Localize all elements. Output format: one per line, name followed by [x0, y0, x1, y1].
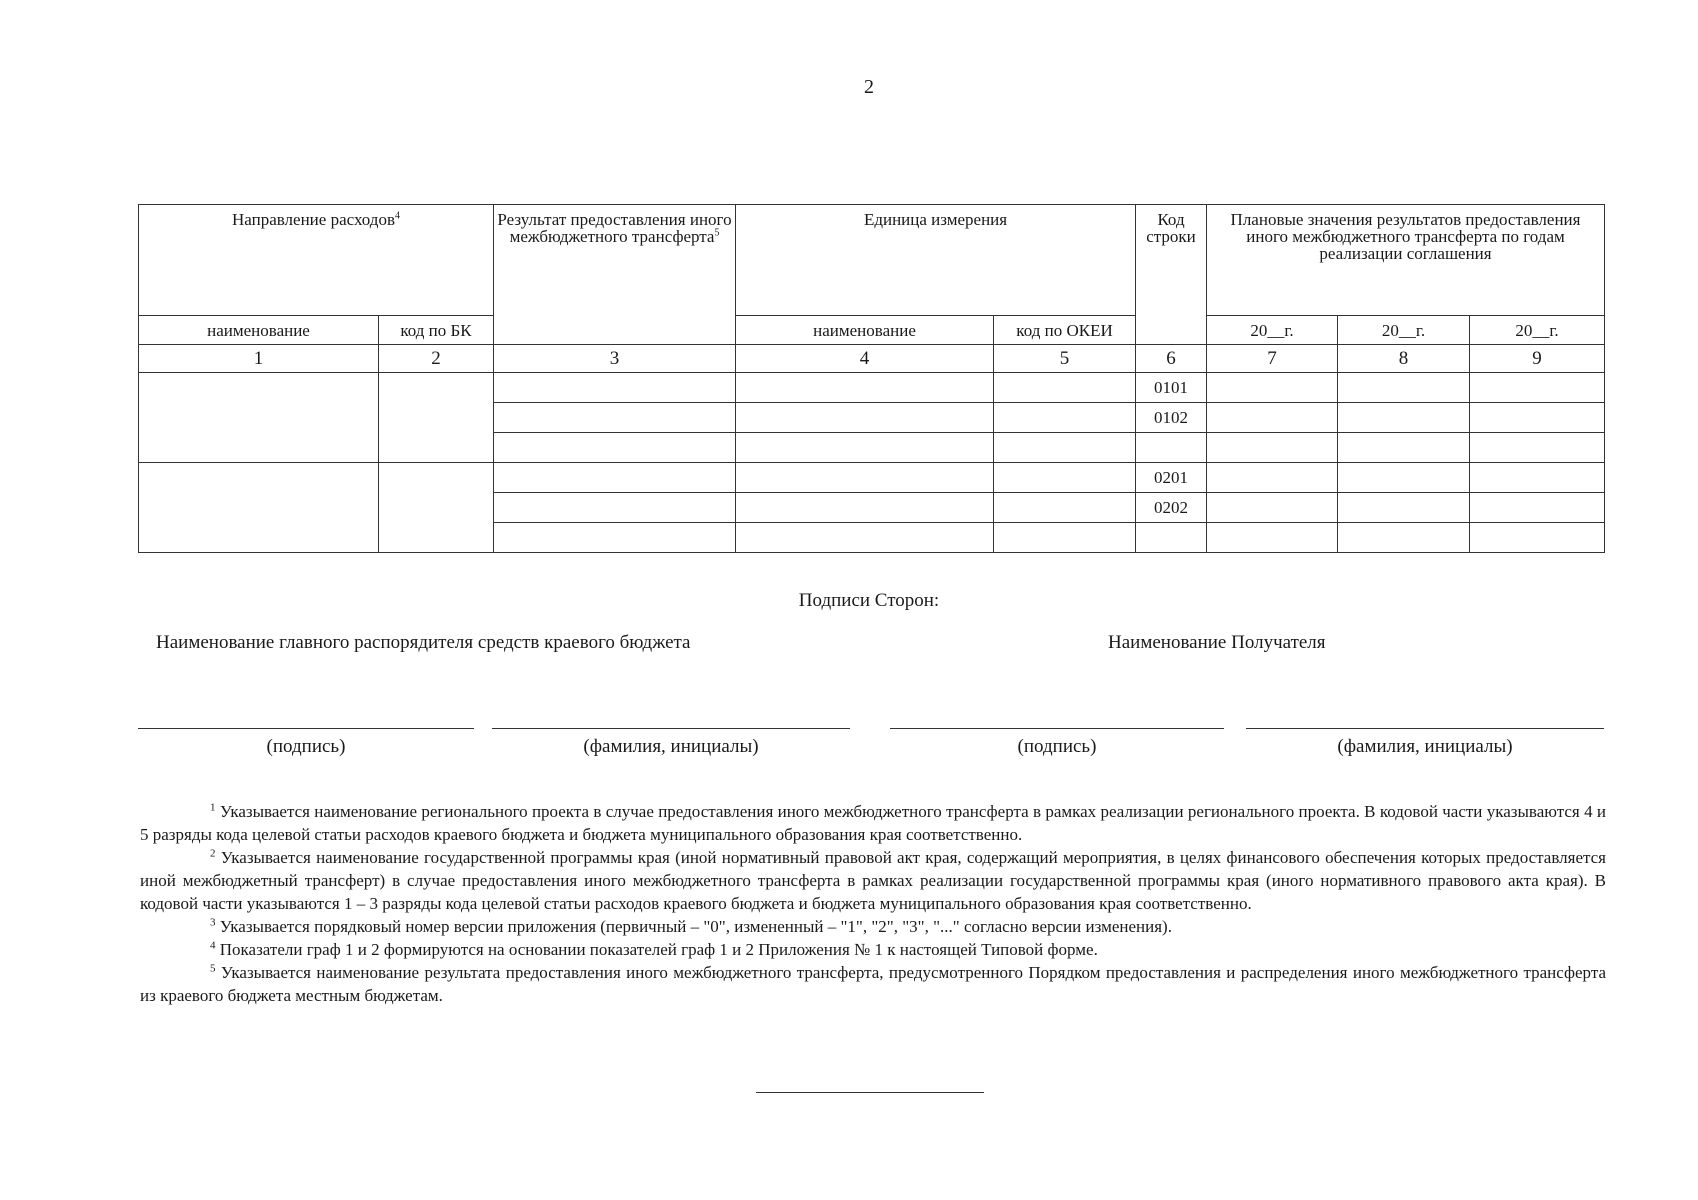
footnote-mark: 4 [395, 210, 400, 222]
header-result: Результат предоставления иного межбюджетного трансферта$^5$ [494, 205, 736, 345]
okei-code-cell [994, 373, 1136, 403]
unit-name-cell [736, 523, 994, 553]
okei-code-cell [994, 463, 1136, 493]
footnote-mark: 3 [210, 916, 216, 929]
year-value-cell [1338, 403, 1470, 433]
footnotes [140, 800, 1606, 1007]
footnote-mark: 5 [210, 962, 216, 975]
footnote [140, 938, 1606, 961]
subheader-year-2: 20__г. [1338, 316, 1470, 345]
year-value-cell [1470, 463, 1605, 493]
page-number: 2 [864, 76, 874, 98]
footnote-mark: 1 [210, 801, 216, 814]
name-line [492, 728, 850, 729]
column-number: 4 [736, 345, 994, 373]
subheader-unit-name: наименование [736, 316, 994, 345]
year-value-cell [1470, 403, 1605, 433]
year-value-cell [1338, 433, 1470, 463]
planned-values-table [138, 204, 1605, 553]
bk-code-cell [379, 373, 494, 463]
signature-caption: (подпись) [1017, 736, 1097, 757]
footnote-text: Указывается порядковый номер версии приложения (первичный – "0", измененный – "1", "2", "3", "..." согласно версии изменения). [219, 917, 1172, 936]
result-cell [494, 463, 736, 493]
result-cell [494, 373, 736, 403]
line-code-cell: 0101 [1136, 373, 1207, 403]
subheader-name: наименование [139, 316, 379, 345]
result-cell [494, 433, 736, 463]
unit-name-cell [736, 433, 994, 463]
header-line-code: Код строки [1136, 205, 1207, 345]
year-value-cell [1207, 373, 1338, 403]
result-cell [494, 403, 736, 433]
okei-code-cell [994, 523, 1136, 553]
year-value-cell [1338, 493, 1470, 523]
year-value-cell [1338, 463, 1470, 493]
okei-code-cell [994, 433, 1136, 463]
okei-code-cell [994, 403, 1136, 433]
column-number: 8 [1338, 345, 1470, 373]
column-number: 3 [494, 345, 736, 373]
footnote [140, 800, 1606, 846]
year-value-cell [1338, 523, 1470, 553]
subheader-year-1: 20__г. [1207, 316, 1338, 345]
year-value-cell [1470, 523, 1605, 553]
year-value-cell [1207, 403, 1338, 433]
result-cell [494, 493, 736, 523]
name-line [1246, 728, 1604, 729]
year-value-cell [1207, 463, 1338, 493]
footnote-mark: 4 [210, 939, 216, 952]
column-number: 6 [1136, 345, 1207, 373]
bk-code-cell [379, 463, 494, 553]
header-planned-values: Плановые значения результатов предоставления иного межбюджетного трансферта по годам реализации соглашения [1207, 205, 1605, 316]
column-number: 2 [379, 345, 494, 373]
year-value-cell [1470, 373, 1605, 403]
left-party-name: Наименование главного распорядителя средств краевого бюджета [156, 632, 691, 653]
column-number: 1 [139, 345, 379, 373]
line-code-cell: 0202 [1136, 493, 1207, 523]
column-number: 7 [1207, 345, 1338, 373]
year-value-cell [1470, 433, 1605, 463]
name-caption: (фамилия, инициалы) [583, 736, 759, 757]
unit-name-cell [736, 373, 994, 403]
line-code-cell: 0102 [1136, 403, 1207, 433]
signatures-title: Подписи Сторон: [798, 590, 940, 611]
column-number: 9 [1470, 345, 1605, 373]
signature-caption: (подпись) [266, 736, 346, 757]
header-direction: Направление расходов$^4$ [139, 205, 494, 316]
year-value-cell [1207, 493, 1338, 523]
end-rule [756, 1092, 984, 1093]
footnote-text: Указывается наименование государственной программы края (иной нормативный правовой акт края, содержащий мероприятия, в целях финансового обеспечения которых предоставляется иной межбюджетный трансферт) в случае предоставления иного межбюджетного трансферта в рамках реализации государственной программы края (иного нормативного правового акта края). В кодовой части указываются 1 – 3 разряды кода целевой статьи расходов краевого бюджета и бюджета муниципального образования края соответственно. [140, 848, 1607, 913]
unit-name-cell [736, 463, 994, 493]
name-caption: (фамилия, инициалы) [1337, 736, 1513, 757]
unit-name-cell [736, 403, 994, 433]
signature-line [138, 728, 474, 729]
signature-line [890, 728, 1224, 729]
subheader-bk-code: код по БК [379, 316, 494, 345]
subheader-year-3: 20__г. [1470, 316, 1605, 345]
footnote [140, 915, 1606, 938]
footnote-text: Показатели граф 1 и 2 формируются на основании показателей граф 1 и 2 Приложения № 1 к настоящей Типовой форме. [219, 940, 1098, 959]
footnote-text: Указывается наименование регионального проекта в случае предоставления иного межбюджетного трансферта в рамках реализации регионального проекта. В кодовой части указываются 4 и 5 разряды кода целевой статьи расходов краевого бюджета и бюджета муниципального образования края соответственно. [140, 802, 1606, 844]
unit-name-cell [736, 493, 994, 523]
result-cell [494, 523, 736, 553]
header-unit: Единица измерения [736, 205, 1136, 316]
footnote [140, 961, 1606, 1007]
column-number: 5 [994, 345, 1136, 373]
line-code-cell [1136, 523, 1207, 553]
year-value-cell [1207, 433, 1338, 463]
direction-name-cell [139, 463, 379, 553]
right-party-name: Наименование Получателя [1108, 632, 1326, 653]
year-value-cell [1338, 373, 1470, 403]
footnote-mark: 2 [210, 847, 216, 860]
line-code-cell: 0201 [1136, 463, 1207, 493]
year-value-cell [1470, 493, 1605, 523]
footnote-text: Указывается наименование результата предоставления иного межбюджетного трансферта, предусмотренного Порядком предоставления и распределения иного межбюджетного трансферта из краевого бюджета местным бюджетам. [140, 963, 1607, 1005]
subheader-okei-code: код по ОКЕИ [994, 316, 1136, 345]
year-value-cell [1207, 523, 1338, 553]
footnote-mark: 5 [714, 227, 720, 239]
direction-name-cell [139, 373, 379, 463]
okei-code-cell [994, 493, 1136, 523]
line-code-cell [1136, 433, 1207, 463]
footnote [140, 846, 1606, 915]
